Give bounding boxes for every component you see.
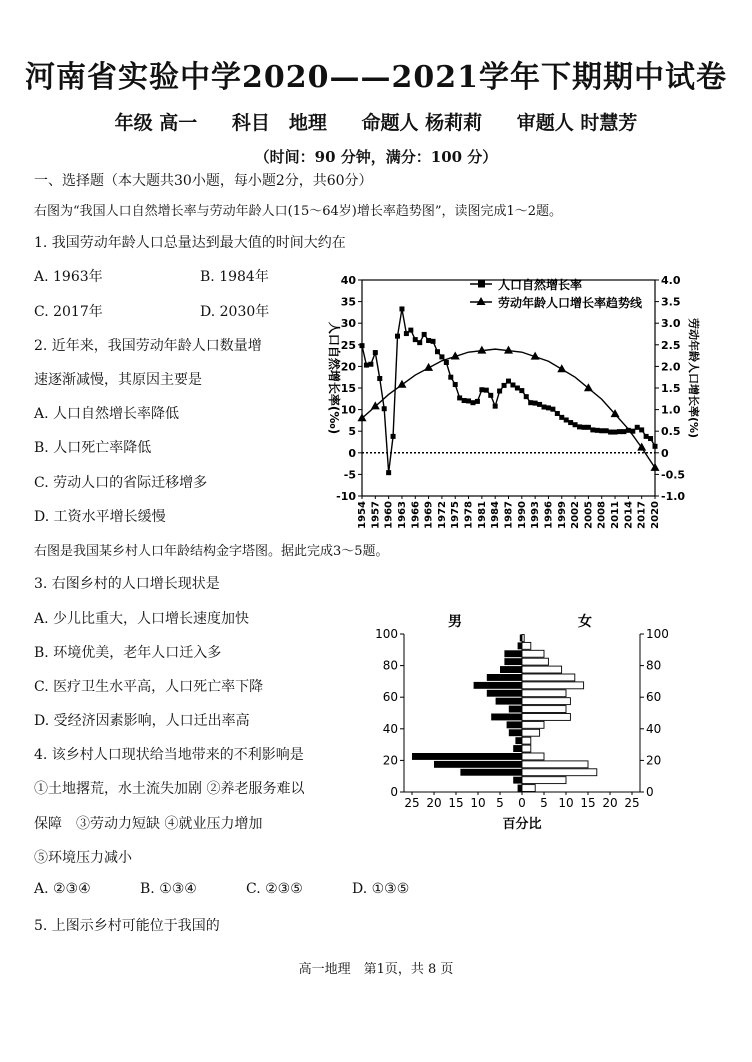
natural-growth-point [493,404,498,409]
section-heading: 一、选择题（本大题共30小题，每小题2分，共60分） [34,173,373,189]
x-tick-label: 1966 [410,501,422,529]
x-tick-label: 2008 [596,501,608,529]
male-bar [460,769,522,776]
right-tick-label: 3.0 [661,317,681,331]
age-tick-label-right: 80 [646,658,662,673]
age-tick-label-right: 100 [646,627,669,641]
q2-option-c: C. 劳动人口的省际迁移增多 [34,475,208,491]
x-tick-label: 1993 [530,501,542,529]
natural-growth-point [510,382,515,387]
natural-growth-point [524,394,529,399]
labor-trend-point [358,413,367,421]
natural-growth-point [457,395,462,400]
subject-label: 科目 地理 [231,112,327,134]
male-bar [515,737,522,744]
right-tick-label: 2.0 [661,360,681,374]
labor-trend-line [362,349,655,468]
female-bar [522,785,535,792]
author-label: 命题人 杨莉莉 [361,112,483,134]
natural-growth-point [373,350,378,355]
female-bar [522,753,544,760]
natural-growth-point [439,354,444,359]
q4-option-c: C. ②③⑤ [246,881,303,897]
x-tick-label: 1969 [423,501,435,529]
q2-option-a: A. 人口自然增长率降低 [34,406,180,422]
female-bar [522,761,588,768]
female-bar [522,745,531,752]
natural-growth-point [488,393,493,398]
female-bar [522,714,570,721]
exam-title: 河南省实验中学2020——2021学年下期期中试卷 [25,60,727,95]
natural-growth-point [515,386,520,391]
left-tick-label: 10 [340,403,356,417]
labor-trend-point [397,380,406,388]
male-bar [513,777,522,784]
female-bar [522,642,531,649]
right-tick-label: -1.0 [661,490,686,503]
natural-growth-point [395,334,400,339]
natural-growth-point [484,388,489,393]
natural-growth-point [559,415,564,420]
q3-option-c: C. 医疗卫生水平高，人口死亡率下降 [34,679,264,695]
female-bar [522,769,597,776]
natural-growth-point [364,363,369,368]
grade-label: 年级 高一 [114,112,198,134]
q1-option-b: B. 1984年 [200,269,269,285]
natural-growth-point [453,382,458,387]
q4-line-1: ①土地撂荒，水土流失加剧 ②养老服务难以 [34,781,305,797]
female-bar [522,658,548,665]
female-bar [522,650,544,657]
natural-growth-point [391,434,396,439]
left-tick-label: 5 [348,425,356,439]
x-tick-label: 2014 [623,501,635,529]
percent-tick-label: 25 [624,796,640,810]
natural-growth-point [528,400,533,405]
x-tick-label: 2011 [610,501,622,529]
left-tick-label: 0 [348,446,356,460]
q2-stem-1: 2. 近年来，我国劳动年龄人口数量增 [34,338,262,354]
natural-growth-point [653,444,658,449]
female-bar [522,666,562,673]
x-tick-label: 1975 [450,501,462,529]
percent-tick-label: 20 [602,796,618,810]
left-tick-label: 25 [340,338,356,352]
age-tick-label-right: 0 [646,785,654,799]
age-tick-label-left: 100 [375,627,398,641]
q4-stem: 4. 该乡村人口现状给当地带来的不利影响是 [34,747,304,763]
male-bar [500,666,522,673]
natural-growth-point [497,389,502,394]
natural-growth-point [648,436,653,441]
male-bar [412,753,522,760]
natural-growth-point [408,328,413,333]
natural-growth-point [617,429,622,434]
x-tick-label: 1996 [543,501,555,529]
q3-option-b: B. 环境优美，老年人口迁入多 [34,645,222,661]
natural-growth-point [399,306,404,311]
legend-labor-label: 劳动年龄人口增长率趋势线 [498,296,643,310]
age-tick-label-right: 20 [646,753,662,768]
page-footer: 高一地理 第1页，共 8 页 [298,962,454,977]
natural-growth-point [382,406,387,411]
q2-stem-2: 速逐渐减慢，其原因主要是 [34,372,202,388]
natural-growth-point [604,428,609,433]
male-bar [434,761,522,768]
natural-growth-point [550,407,555,412]
q3-option-d: D. 受经济因素影响，人口迁出率高 [34,713,250,729]
natural-growth-point [479,387,484,392]
x-axis-label: 百分比 [502,817,542,832]
right-y-axis-label: 劳动年龄人口增长率(%) [687,317,700,439]
labor-trend-point [557,364,566,372]
right-tick-label: 3.5 [661,295,681,309]
age-tick-label-left: 40 [382,721,398,736]
male-bar [518,642,522,649]
population-pyramid-chart [360,606,678,836]
natural-growth-point [568,420,573,425]
natural-growth-point [462,398,467,403]
left-tick-label: 30 [340,317,356,331]
right-tick-label: 0 [661,446,669,460]
percent-tick-label: 10 [470,796,486,810]
x-tick-label: 1963 [396,501,408,529]
x-tick-label: 1954 [357,501,368,529]
q1-option-a: A. 1963年 [34,269,103,285]
right-tick-label: -0.5 [661,468,686,482]
q2-option-b: B. 人口死亡率降低 [34,440,152,456]
right-tick-label: 2.5 [661,338,681,352]
female-bar [522,729,540,736]
natural-growth-point [502,383,507,388]
intro-q1-2: 右图为“我国人口自然增长率与劳动年龄人口(15～64岁)增长率趋势图”，读图完成1～2题。 [34,204,563,219]
x-tick-label: 1984 [490,501,502,529]
reviewer-label: 审题人 时慧芳 [516,112,638,134]
natural-growth-point [546,405,551,410]
natural-growth-point [564,417,569,422]
natural-growth-point [599,428,604,433]
left-tick-label: -10 [336,490,356,503]
x-tick-label: 1972 [436,501,448,529]
percent-tick-label: 10 [558,796,574,810]
percent-tick-label: 25 [404,796,420,810]
q5-stem: 5. 上图示乡村可能位于我国的 [34,918,220,934]
natural-growth-point [542,405,547,410]
q3-option-a: A. 少儿比重大，人口增长速度加快 [34,611,250,627]
male-bar [518,785,522,792]
natural-growth-point [506,379,511,384]
natural-growth-point [417,340,422,345]
x-tick-label: 1981 [476,501,488,529]
left-tick-label: 35 [340,295,356,309]
male-bar [491,714,522,721]
percent-tick-label: 5 [540,796,548,810]
female-bar [522,635,524,642]
natural-growth-point [475,399,480,404]
female-bar [522,721,544,728]
x-tick-label: 1960 [383,501,395,529]
x-tick-label: 2017 [636,501,648,529]
natural-growth-point [377,376,382,381]
natural-growth-point [426,338,431,343]
percent-tick-label: 15 [580,796,596,810]
female-bar [522,682,584,689]
natural-growth-point [537,402,542,407]
q1-stem: 1. 我国劳动年龄人口总量达到最大值的时间大约在 [34,235,346,251]
natural-growth-point [360,343,365,348]
plot-frame [362,280,655,496]
natural-growth-point [586,425,591,430]
natural-growth-point [448,375,453,380]
natural-growth-point [608,430,613,435]
natural-growth-point [635,425,640,430]
left-tick-label: 15 [340,382,356,395]
female-bar [522,674,575,681]
natural-growth-point [533,401,538,406]
natural-growth-point [595,428,600,433]
percent-tick-label: 0 [518,796,526,810]
natural-growth-point [435,349,440,354]
x-tick-label: 2005 [583,501,595,529]
x-tick-label: 1978 [463,501,475,529]
female-label: 女 [578,614,592,630]
q4-line-2: 保障 ③劳动力短缺 ④就业压力增加 [34,816,263,832]
q2-option-d: D. 工资水平增长缓慢 [34,509,166,525]
age-tick-label-left: 0 [390,785,398,799]
female-bar [522,777,566,784]
male-label: 男 [448,614,462,630]
intro-q3-5: 右图是我国某乡村人口年龄结构金字塔图。据此完成3～5题。 [34,544,389,559]
natural-growth-point [644,434,649,439]
x-tick-label: 1990 [516,501,528,529]
natural-growth-point [573,422,578,427]
natural-growth-point [590,427,595,432]
natural-growth-point [444,360,449,365]
exam-meta [0,108,752,135]
q4-option-a: A. ②③④ [34,881,91,897]
left-tick-label: -5 [343,468,356,482]
natural-growth-point [466,398,471,403]
natural-growth-point [613,430,618,435]
x-tick-label: 1987 [503,501,515,529]
male-bar [487,674,522,681]
right-tick-label: 0.5 [661,425,681,439]
right-tick-label: 4.0 [661,274,681,287]
male-bar [504,658,522,665]
male-bar [496,698,522,705]
natural-growth-point [431,339,436,344]
labor-trend-point [584,383,593,391]
male-bar [509,706,522,713]
growth-rate-chart [320,268,700,530]
right-tick-label: 1.0 [661,403,681,417]
x-tick-label: 1957 [370,501,382,529]
natural-growth-point [639,427,644,432]
natural-growth-point [404,331,409,336]
natural-growth-point [368,362,373,367]
age-tick-label-left: 20 [382,753,398,768]
q4-option-d: D. ①③⑤ [352,881,410,897]
labor-trend-point [371,401,380,409]
percent-tick-label: 5 [496,796,504,810]
male-bar [504,650,522,657]
female-bar [522,706,566,713]
male-bar [513,745,522,752]
natural-growth-point [519,388,524,393]
female-bar [522,698,570,705]
time-score: （时间：90 分钟，满分：100 分） [254,148,498,166]
natural-growth-point [386,470,391,475]
natural-growth-point [555,411,560,416]
natural-growth-point [422,332,427,337]
male-bar [509,729,522,736]
age-tick-label-left: 60 [382,690,398,705]
natural-growth-point [581,425,586,430]
q3-stem: 3. 右图乡村的人口增长现状是 [34,576,220,592]
legend-natural-label: 人口自然增长率 [498,278,583,292]
natural-growth-point [621,429,626,434]
legend-labor-marker [477,297,486,305]
male-bar [507,721,522,728]
left-tick-label: 20 [340,360,356,374]
x-tick-label: 1999 [556,501,568,529]
q4-option-b: B. ①③④ [140,881,197,897]
right-tick-label: 1.5 [661,382,681,395]
legend-natural-marker [478,281,485,288]
age-tick-label-left: 80 [382,658,398,673]
female-bar [522,690,566,697]
male-bar [487,690,522,697]
age-tick-label-right: 60 [646,690,662,705]
natural-growth-point [413,337,418,342]
left-tick-label: 40 [340,274,356,287]
x-tick-label: 2020 [650,501,661,529]
q1-option-c: C. 2017年 [34,304,103,320]
age-tick-label-right: 40 [646,721,662,736]
natural-growth-point [470,400,475,405]
percent-tick-label: 15 [448,796,464,810]
q4-line-3: ⑤环境压力减小 [34,850,132,866]
female-bar [522,737,531,744]
percent-tick-label: 20 [426,796,442,810]
q1-option-d: D. 2030年 [200,304,270,320]
male-bar [474,682,522,689]
x-tick-label: 2002 [570,501,582,529]
left-y-axis-label: 人口自然增长率(‰) [327,321,341,435]
natural-growth-point [577,424,582,429]
